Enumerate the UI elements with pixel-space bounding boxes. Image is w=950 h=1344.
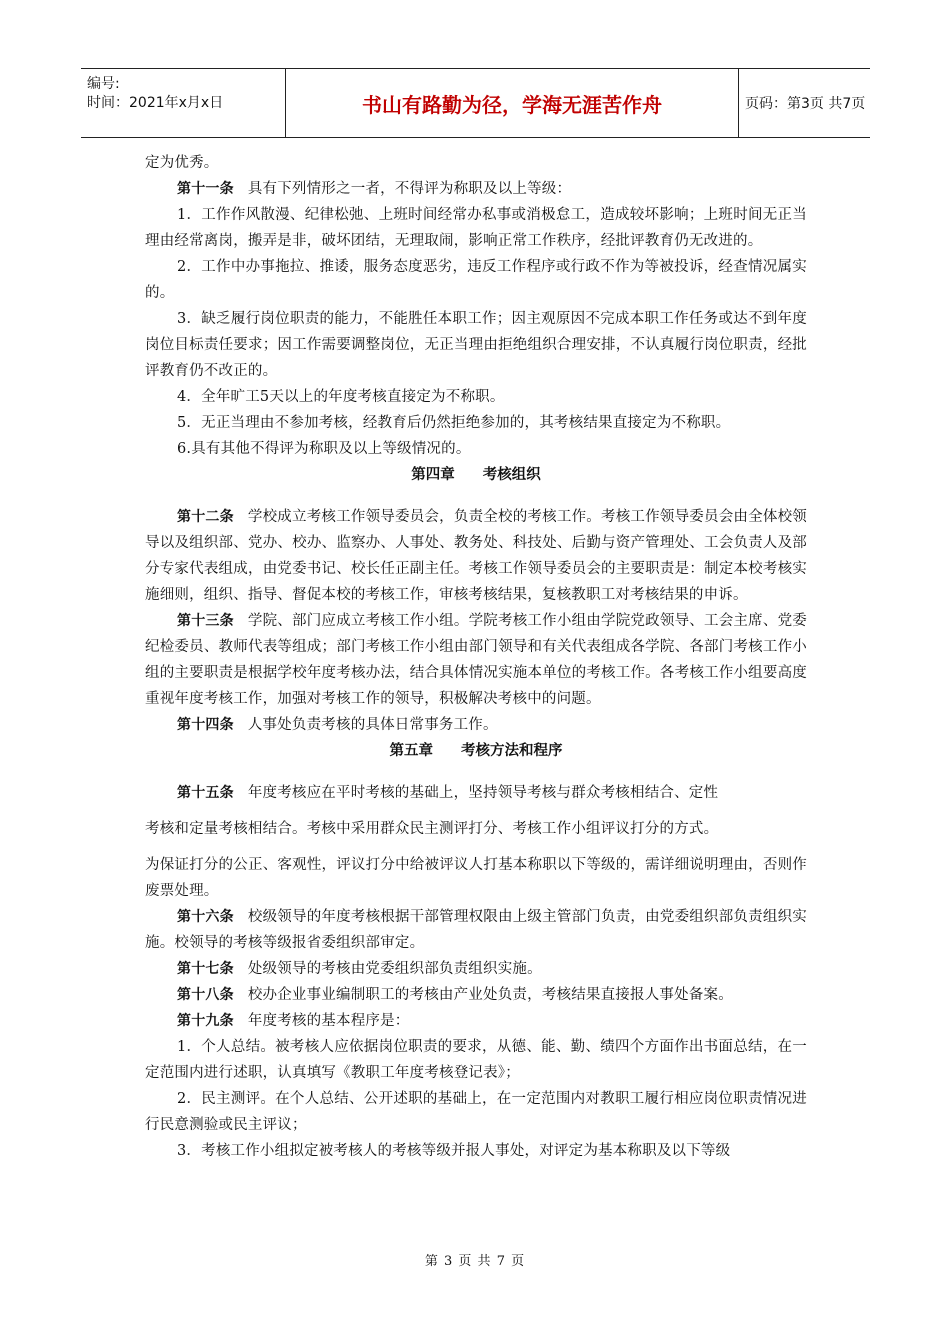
chapter-heading-5 xyxy=(145,738,807,764)
header-info-cell xyxy=(81,69,285,137)
article-text: 具有下列情形之一者，不得评为称职及以上等级： xyxy=(247,181,572,197)
number-label: 编号: xyxy=(87,76,120,92)
paragraph: 定为优秀。 xyxy=(145,155,219,171)
article-14 xyxy=(145,712,807,738)
article-19 xyxy=(145,1008,807,1034)
article-13 xyxy=(145,608,807,712)
header-motto: 书山有路勤为径，学海无涯苦作舟 xyxy=(285,69,739,137)
article-17 xyxy=(145,956,807,982)
chapter-title: 考核方法和程序 xyxy=(461,743,563,759)
list-item: 3．缺乏履行岗位职责的能力，不能胜任本职工作；因主观原因不完成本职工作任务或达不到年度岗位目标责任要求；因工作需要调整岗位，无正当理由拒绝组织合理安排，不认真履行岗位职责，经批评教育仍不改正的。 xyxy=(145,311,807,379)
list-item: 3．考核工作小组拟定被考核人的考核等级并报人事处，对评定为基本称职及以下等级 xyxy=(177,1143,731,1159)
list-item: 4．全年旷工5天以上的年度考核直接定为不称职。 xyxy=(177,389,505,405)
paragraph: 为保证打分的公正、客观性，评议打分中给被评议人打基本称职以下等级的，需详细说明理由，否则作废票处理。 xyxy=(145,857,807,899)
header-page-label: 页码：第3页 共7页 xyxy=(745,96,866,112)
article-text: 人事处负责考核的具体日常事务工作。 xyxy=(247,717,498,733)
article-11 xyxy=(145,176,807,202)
article-title: 第十二条 xyxy=(177,509,234,525)
article-title: 第十八条 xyxy=(177,987,234,1003)
chapter-number: 第五章 xyxy=(389,743,433,759)
list-item: 5．无正当理由不参加考核，经教育后仍然拒绝参加的，其考核结果直接定为不称职。 xyxy=(177,415,731,431)
article-title: 第十五条 xyxy=(177,785,234,801)
list-item: 1．个人总结。被考核人应依据岗位职责的要求，从德、能、勤、绩四个方面作出书面总结，在一定范围内进行述职，认真填写《教职工年度考核登记表》； xyxy=(145,1039,807,1081)
page-footer: 第 3 页 共 7 页 xyxy=(424,1254,526,1269)
article-title: 第十一条 xyxy=(177,181,234,197)
article-text: 年度考核的基本程序是： xyxy=(247,1013,410,1029)
article-title: 第十七条 xyxy=(177,961,234,977)
list-item: 2．民主测评。在个人总结、公开述职的基础上，在一定范围内对教职工履行相应岗位职责情况进行民意测验或民主评议； xyxy=(145,1091,807,1133)
paragraph: 考核和定量考核相结合。考核中采用群众民主测评打分、考核工作小组评议打分的方式。 xyxy=(145,821,719,837)
article-text: 校级领导的年度考核根据干部管理权限由上级主管部门负责，由党委组织部负责组织实施。校领导的考核等级报省委组织部审定。 xyxy=(145,909,807,951)
article-title: 第十三条 xyxy=(177,613,234,629)
list-item: 2．工作中办事拖拉、推诿，服务态度恶劣，违反工作程序或行政不作为等被投诉，经查情况属实的。 xyxy=(145,259,807,301)
list-item: 6.具有其他不得评为称职及以上等级情况的。 xyxy=(177,441,471,457)
article-title: 第十九条 xyxy=(177,1013,234,1029)
article-text: 学校成立考核工作领导委员会，负责全校的考核工作。考核工作领导委员会由全体校领导以及组织部、党办、校办、监察办、人事处、教务处、科技处、后勤与资产管理处、工会负责人及部分专家代表组成，由党委书记、校长任正副主任。考核工作领导委员会的主要职责是：制定本校考核实施细则，组织、指导、督促本校的考核工作，审核考核结果，复核教职工对考核结果的申诉。 xyxy=(145,509,807,603)
date-label: 时间：2021年x月x日 xyxy=(87,95,224,111)
article-18 xyxy=(145,982,807,1008)
article-title: 第十六条 xyxy=(177,909,234,925)
article-16 xyxy=(145,904,807,956)
list-item: 1．工作作风散漫、纪律松弛、上班时间经常办私事或消极怠工，造成较坏影响；上班时间无正当理由经常离岗，搬弄是非，破坏团结，无理取闹，影响正常工作秩序，经批评教育仍无改进的。 xyxy=(145,207,807,249)
article-title: 第十四条 xyxy=(177,717,234,733)
article-12 xyxy=(145,504,807,608)
chapter-number: 第四章 xyxy=(411,467,455,483)
article-text: 年度考核应在平时考核的基础上，坚持领导考核与群众考核相结合、定性 xyxy=(247,785,719,801)
chapter-heading-4 xyxy=(145,462,807,488)
document-body xyxy=(145,150,807,1164)
article-text: 处级领导的考核由党委组织部负责组织实施。 xyxy=(247,961,542,977)
article-text: 校办企业事业编制职工的考核由产业处负责，考核结果直接报人事处备案。 xyxy=(247,987,733,1003)
document-header xyxy=(81,68,870,138)
article-text: 学院、部门应成立考核工作小组。学院考核工作小组由学院党政领导、工会主席、党委纪检委员、教师代表等组成；部门考核工作小组由部门领导和有关代表组成各学院、各部门考核工作小组的主要职责是根据学校年度考核办法，结合具体情况实施本单位的考核工作。各考核工作小组要高度重视年度考核工作，加强对考核工作的领导，积极解决考核中的问题。 xyxy=(145,613,807,707)
chapter-title: 考核组织 xyxy=(482,467,541,483)
article-15 xyxy=(145,780,807,806)
